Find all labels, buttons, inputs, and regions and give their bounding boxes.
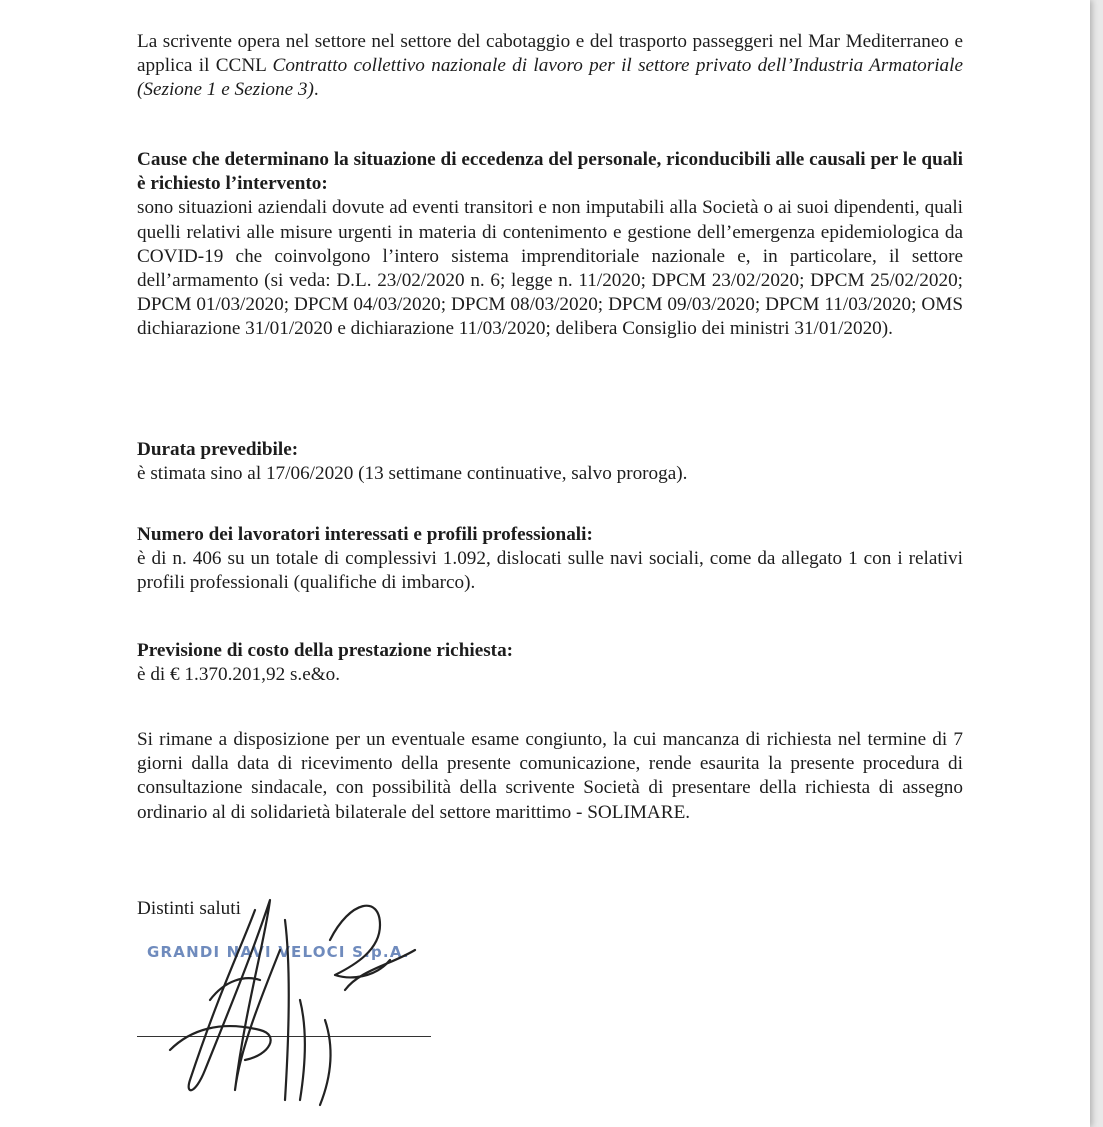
availability-body: Si rimane a disposizione per un eventuale esame congiunto, la cui mancanza di richiesta nel termine di 7 giorni dalla data di ricevimento della presente comunicazione, rende esaurita la presente procedura di consultazione sindacale, con possibilità della scrivente Società di presentare della richiesta di assegno ordinario al di solidarietà bilaterale del settore marittimo - SOLIMARE. — [137, 729, 963, 823]
cost-body: è di € 1.370.201,92 s.e&o. — [137, 664, 341, 686]
workers-heading: Numero dei lavoratori interessati e profili professionali: — [137, 524, 593, 545]
availability-section — [137, 728, 963, 825]
cost-section — [137, 639, 963, 687]
intro-contract-title: Contratto collettivo nazionale di lavoro per il settore privato dell’Industria Armatoriale (Sezione 1 e Sezione 3) — [137, 55, 963, 101]
intro-paragraph — [137, 30, 963, 103]
causes-section — [137, 148, 963, 342]
handwritten-signature — [150, 880, 450, 1120]
duration-body: è stimata sino al 17/06/2020 (13 settimane continuative, salvo proroga). — [137, 463, 688, 485]
causes-heading: Cause che determinano la situazione di eccedenza del personale, riconducibili alle causali per le quali è richiesto l’intervento: — [137, 149, 963, 195]
duration-heading: Durata prevedibile: — [137, 439, 299, 460]
intro-end: . — [313, 79, 319, 101]
workers-body: è di n. 406 su un totale di complessivi 1.092, dislocati sulle navi sociali, come da allegato 1 con i relativi profili professionali (qualifiche di imbarco). — [137, 548, 963, 594]
workers-section — [137, 523, 963, 596]
causes-body: sono situazioni aziendali dovute ad eventi transitori e non imputabili alla Società o ai suoi dipendenti, quali quelli relativi alle misure urgenti in materia di contenimento e gestione dell’emergenza epidemiologica da COVID-19 che coinvolgono l’intero sistema imprenditoriale nazionale e, in particolare, il settore dell’armamento (si veda: D.L. 23/02/2020 n. 6; legge n. 11/2020; DPCM 23/02/2020; DPCM 25/02/2020; DPCM 01/03/2020; DPCM 04/03/2020; DPCM 08/03/2020; DPCM 09/03/2020; DPCM 11/03/2020; OMS dichiarazione 31/01/2020 e dichiarazione 11/03/2020; delibera Consiglio dei ministri 31/01/2020). — [137, 197, 963, 340]
duration-section — [137, 438, 963, 486]
company-stamp: GRANDI NAVI VELOCI S.p.A. — [147, 943, 410, 961]
closing-salutation: Distinti saluti — [137, 898, 241, 919]
intro-text: La scrivente opera nel settore nel settore del cabotaggio e del trasporto passeggeri nel Mar Mediterraneo e applica il CCNL — [137, 31, 963, 77]
cost-heading: Previsione di costo della prestazione richiesta: — [137, 640, 514, 661]
